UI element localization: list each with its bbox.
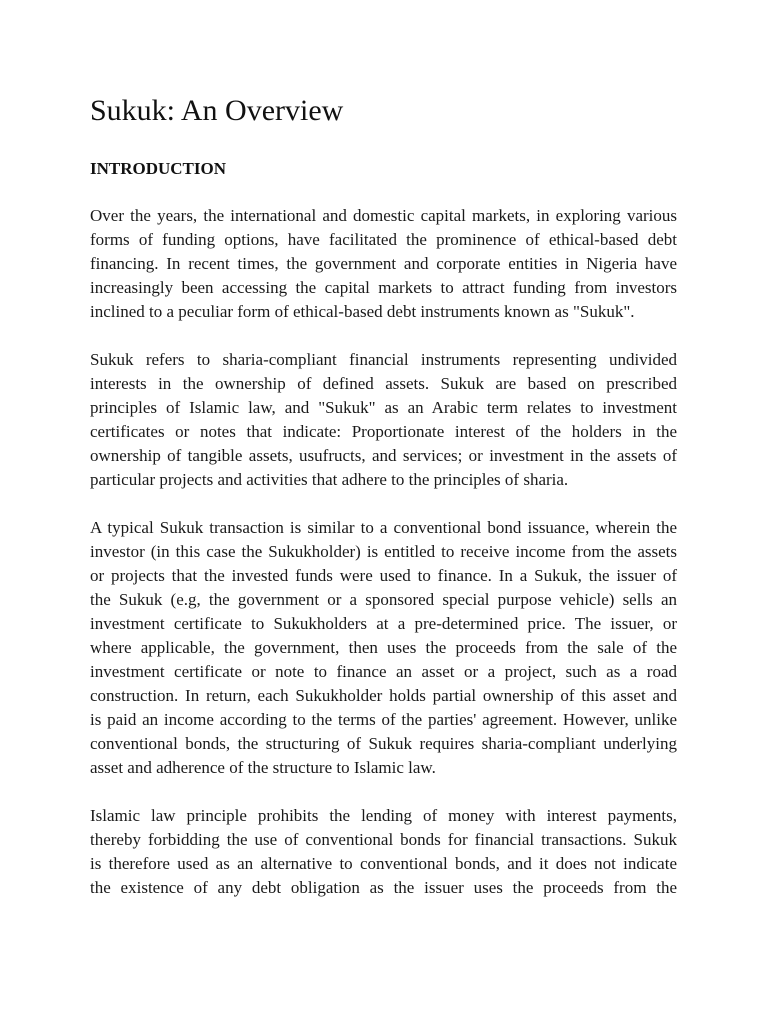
text-line: construction. In return, each Sukukholder holds partial ownership of this asset and: [90, 686, 677, 705]
text-line: thereby forbidding the use of conventional bonds for financial transactions. Sukuk: [90, 830, 677, 849]
text-line: forms of funding options, have facilitated the prominence of ethical-based debt: [90, 230, 677, 249]
paragraph-1: [90, 204, 677, 324]
text-line: where applicable, the government, then uses the proceeds from the sale of the: [90, 638, 677, 657]
text-line: or projects that the invested funds were used to finance. In a Sukuk, the issuer of: [90, 566, 677, 585]
paragraph-3: [90, 516, 677, 780]
text-line: Sukuk refers to sharia-compliant financial instruments representing undivided: [90, 350, 677, 369]
text-line: interests in the ownership of defined assets. Sukuk are based on prescribed: [90, 374, 677, 393]
text-line: particular projects and activities that adhere to the principles of sharia.: [90, 470, 569, 489]
text-line: is paid an income according to the terms of the parties' agreement. However, unlike: [90, 710, 677, 729]
text-line: ownership of tangible assets, usufructs, and services; or investment in the assets of: [90, 446, 677, 465]
text-line: conventional bonds, the structuring of Sukuk requires sharia-compliant underlying: [90, 734, 677, 753]
paragraph-2: [90, 348, 677, 492]
text-line: certificates or notes that indicate: Proportionate interest of the holders in the: [90, 422, 677, 441]
section-heading-introduction: INTRODUCTION: [90, 159, 227, 178]
text-line: financing. In recent times, the government and corporate entities in Nigeria have: [90, 254, 677, 273]
text-line: the existence of any debt obligation as the issuer uses the proceeds from the: [90, 878, 677, 897]
text-line: Over the years, the international and domestic capital markets, in exploring various: [90, 206, 677, 225]
document-title: Sukuk: An Overview: [90, 94, 344, 127]
paragraph-4: [90, 804, 677, 900]
text-line: is therefore used as an alternative to conventional bonds, and it does not indicate: [90, 854, 677, 873]
text-line: the Sukuk (e.g, the government or a sponsored special purpose vehicle) sells an: [90, 590, 677, 609]
text-line: asset and adherence of the structure to Islamic law.: [90, 758, 436, 777]
text-line: investment certificate or note to finance an asset or a project, such as a road: [90, 662, 677, 681]
text-line: investor (in this case the Sukukholder) is entitled to receive income from the assets: [90, 542, 677, 561]
text-line: increasingly been accessing the capital markets to attract funding from investors: [90, 278, 677, 297]
text-line: Islamic law principle prohibits the lending of money with interest payments,: [90, 806, 677, 825]
text-line: A typical Sukuk transaction is similar to a conventional bond issuance, wherein the: [90, 518, 677, 537]
text-line: principles of Islamic law, and "Sukuk" as an Arabic term relates to investment: [90, 398, 677, 417]
text-line: inclined to a peculiar form of ethical-based debt instruments known as "Sukuk".: [90, 302, 635, 321]
text-line: investment certificate to Sukukholders at a pre-determined price. The issuer, or: [90, 614, 677, 633]
